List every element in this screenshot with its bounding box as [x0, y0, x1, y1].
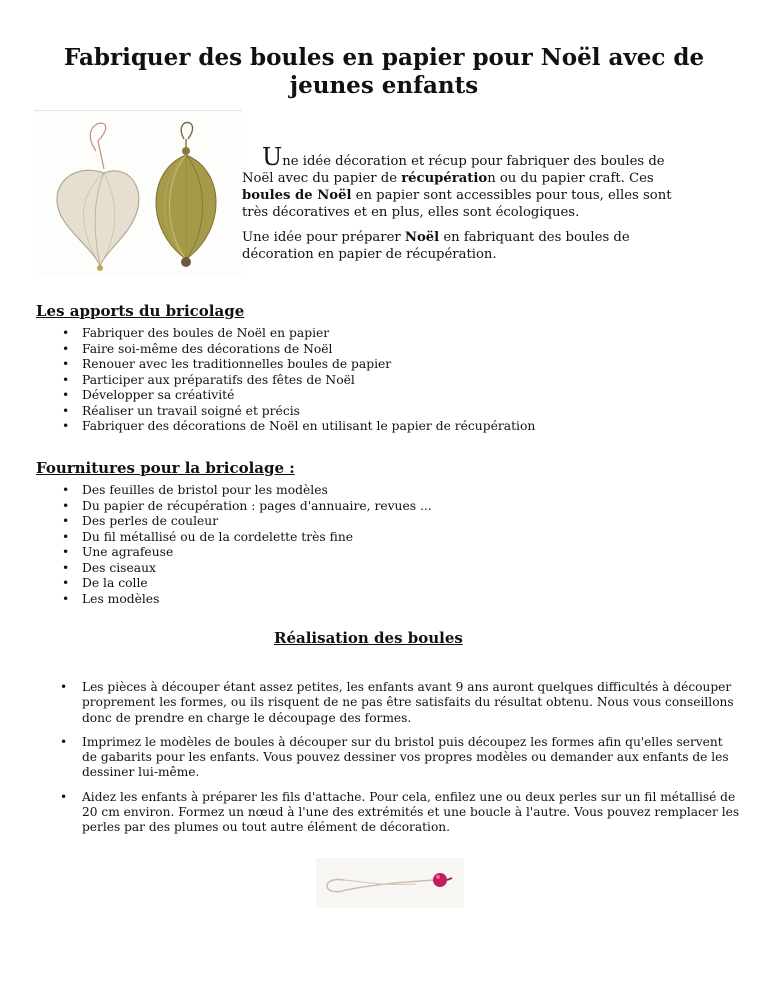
intro-paragraph-1	[242, 143, 742, 221]
list-item: • Faire soi-même des décorations de Noël	[60, 342, 535, 358]
bold-keyword: récupératio	[401, 171, 488, 186]
section-heading-apports: Les apports du bricolage	[36, 302, 245, 320]
fournitures-list	[60, 483, 432, 607]
page-title: Fabriquer des boules en papier pour Noël avec de jeunes enfants	[63, 44, 705, 99]
list-item: • Fabriquer des boules de Noël en papier	[60, 326, 535, 342]
list-item: • Du fil métallisé ou de la cordelette très fine	[60, 530, 432, 546]
intro-line: Noël avec du papier de	[242, 171, 402, 186]
string-bead-illustration	[316, 858, 464, 908]
intro-paragraph-2	[242, 229, 742, 263]
list-item: • Des feuilles de bristol pour les modèles	[60, 483, 432, 499]
list-item: • Fabriquer des décorations de Noël en utilisant le papier de récupération	[60, 419, 535, 435]
list-item: • Renouer avec les traditionnelles boules de papier	[60, 357, 535, 373]
intro-line: très décoratives et en plus, elles sont écologiques.	[242, 205, 580, 220]
step-item: • Aidez les enfants à préparer les fils d'attache. Pour cela, enfilez une ou deux perles sur un fil métallisé de 20 cm environ. Formez un nœud à l'une des extrémités et une boucle à l'autre. Vous pouvez remplacer les perles par des plumes ou tout autre élément de décoration.	[60, 790, 740, 836]
realisation-steps	[60, 680, 740, 845]
list-item: • Réaliser un travail soigné et précis	[60, 404, 535, 420]
list-item: • Des ciseaux	[60, 561, 432, 577]
intro-line: ne idée décoration et récup pour fabriquer des boules de	[282, 154, 665, 169]
section-heading-realisation: Réalisation des boules	[274, 629, 463, 647]
list-item: • De la colle	[60, 576, 432, 592]
section-heading-fournitures: Fournitures pour la bricolage :	[36, 459, 295, 477]
list-item: • Participer aux préparatifs des fêtes de Noël	[60, 373, 535, 389]
ornaments-illustration	[34, 111, 242, 276]
string-bead-photo	[316, 858, 464, 908]
list-item: • Du papier de récupération : pages d'annuaire, revues ...	[60, 499, 432, 515]
intro-text	[242, 143, 742, 271]
list-item: • Les modèles	[60, 592, 432, 608]
apports-list	[60, 326, 535, 435]
intro-line: en papier sont accessibles pour tous, elles sont	[351, 188, 672, 203]
intro-line: en fabriquant des boules de	[439, 230, 630, 245]
dropcap: U	[262, 143, 283, 171]
intro-line: n ou du papier craft. Ces	[487, 171, 654, 186]
list-item: • Une agrafeuse	[60, 545, 432, 561]
list-item: • Des perles de couleur	[60, 514, 432, 530]
list-item: • Développer sa créativité	[60, 388, 535, 404]
step-item: • Imprimez le modèles de boules à découper sur du bristol puis découpez les formes afin qu'elles servent de gabarits pour les enfants. Vous pouvez dessiner vos propres modèles ou demander aux enfants de les dessiner lui-même.	[60, 735, 740, 781]
ornaments-photo	[34, 110, 242, 276]
bold-keyword: boules de Noël	[242, 188, 352, 203]
intro-line: Une idée pour préparer	[242, 230, 405, 245]
intro-line: décoration en papier de récupération.	[242, 247, 497, 262]
bold-keyword: Noël	[404, 230, 440, 245]
step-item: • Les pièces à découper étant assez petites, les enfants avant 9 ans auront quelques difficultés à découper proprement les formes, ou ils risquent de ne pas être satisfaits du résultat obtenu. Nous vous conseillons donc de prendre en charge le découpage des formes.	[60, 680, 740, 726]
